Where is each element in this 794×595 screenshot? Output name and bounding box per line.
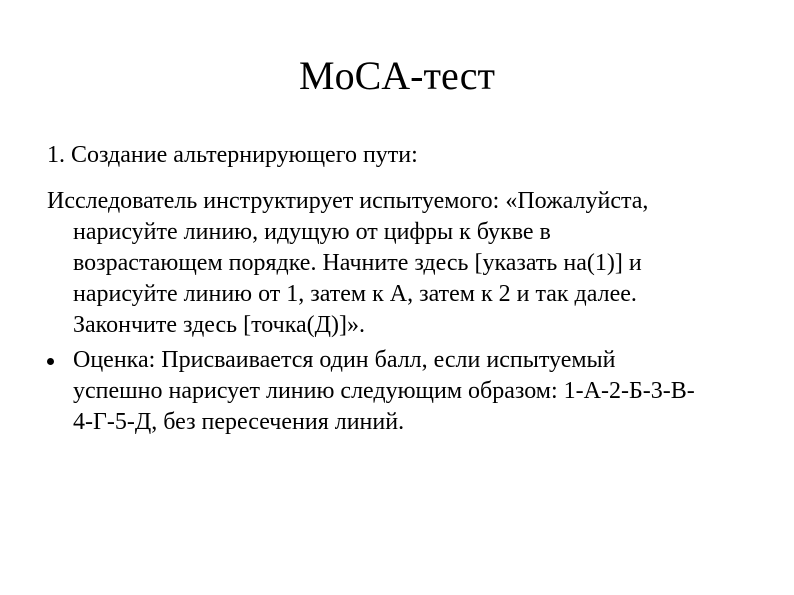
scoring-line: успешно нарисует линию следующим образом: 1-А-2-Б-3-В-	[73, 378, 695, 404]
instruction-line: Закончите здесь [точка(Д)]».	[73, 312, 366, 338]
bullet-icon	[47, 358, 54, 365]
instruction-line: нарисуйте линию, идущую от цифры к букве в	[73, 219, 551, 245]
scoring-bullet	[47, 345, 757, 438]
scoring-text	[47, 345, 757, 438]
slide-title: MoCA-тест	[299, 53, 495, 98]
instruction-line: Исследователь инструктирует испытуемого: «Пожалуйста,	[47, 188, 649, 214]
instruction-line: нарисуйте линию от 1, затем к А, затем к 2 и так далее.	[73, 281, 637, 307]
instruction-line: возрастающем порядке. Начните здесь [указать на(1)] и	[73, 250, 642, 276]
instruction-paragraph	[47, 186, 757, 341]
scoring-line: Оценка: Присваивается один балл, если испытуемый	[73, 347, 616, 373]
scoring-line: 4-Г-5-Д, без пересечения линий.	[73, 409, 405, 435]
section-heading: 1. Создание альтернирующего пути:	[47, 142, 418, 168]
